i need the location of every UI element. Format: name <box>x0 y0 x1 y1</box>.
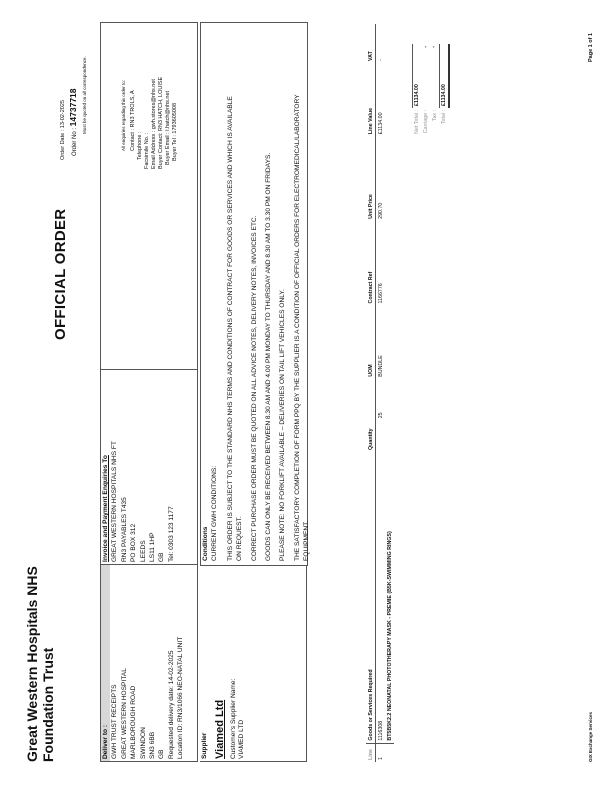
page-title: OFFICIAL ORDER <box>52 208 69 340</box>
item-vat: - <box>377 59 384 61</box>
invoice-label: Invoice and Payment Enquiries To <box>102 455 109 562</box>
item-code: 1116308 <box>377 720 384 741</box>
net-total-value: £1134.00 <box>413 44 422 108</box>
col-unit-price: Unit Price <box>367 194 374 219</box>
page-number: Page 1 of 1 <box>588 32 594 62</box>
item-uom: BUNDLE <box>377 355 384 377</box>
carriage-label: Carriage : <box>422 110 429 134</box>
col-uom: UOM <box>367 364 374 377</box>
condition-item: GOODS CAN ONLY BE RECEIVED BETWEEN 8.30 AM AND 4.00 PM MONDAY TO THURSDAY AND 8.30 AM TO 3.30 PM ON FRIDAYS. <box>265 152 273 561</box>
conditions-label: Conditions <box>202 526 209 561</box>
col-goods: Goods or Services Required <box>367 669 374 741</box>
items-table <box>366 24 394 762</box>
conditions-heading: CURRENT GWH CONDITIONS: <box>211 465 219 561</box>
col-line: Line <box>366 743 376 762</box>
contact-heading: All enquiries regarding this order to: <box>121 79 126 151</box>
condition-item: THIS ORDER IS SUBJECT TO THE STANDARD NHS TERMS AND CONDITIONS OF CONTRACT FOR GOODS OR SERVICES AND WHICH IS AVAILABLE ON REQUEST. <box>226 96 244 561</box>
grand-total-value: £1134.00 <box>439 44 449 108</box>
item-qty: 25 <box>377 412 384 419</box>
invoice-address: GREAT WESTERN HOSPITALS NHS FT RN3 PAYABLES T435 PO BOX 312 LEEDS LS11 1HP GB Tel: 0303 123 1177 <box>111 441 175 562</box>
condition-item: PLEASE NOTE: NO FORKLIFT AVAILABLE – DELIVERIES ON TAIL LIFT VEHICLES ONLY. <box>279 289 287 561</box>
deliver-address: GWH TRUST RECEIPTS GREAT WESTERN HOSPITAL MARLBOROUGH ROAD SWINDON SN3 6BB GB Requested delivery date: 14-02-2025 Location ID: RN3/1066 NEO-NATAL UNIT <box>110 565 185 761</box>
supplier-box <box>200 565 307 762</box>
contact-name: Contact : RN3 TROLS, A <box>130 90 136 151</box>
supplier-customer-name-label: Customer's Supplier Name: <box>230 678 238 759</box>
invoice-box <box>100 370 198 566</box>
order-info: Order Date : 13-02-2025 Order No : 14737718 Must be quoted on all correspondence. <box>60 22 88 192</box>
col-contract-ref: Contract Ref <box>367 271 374 304</box>
item-line: 1 <box>376 743 386 762</box>
footer-provider: GIX Exchange Services <box>588 711 593 762</box>
items-header-row <box>366 24 376 762</box>
conditions-box <box>200 22 311 566</box>
tax-value: - <box>431 46 438 48</box>
deliver-to-label: Deliver to : <box>101 565 110 761</box>
item-description: BT5B5K2.2 NEONATAL PHOTOTHERAPY MASK - PREMIE (B5K-SWIMMING RINGS) <box>386 531 393 741</box>
grand-total-label: Total : <box>441 110 447 125</box>
deliver-to-box <box>100 564 198 762</box>
col-quantity: Quantity <box>367 428 374 450</box>
requested-delivery-date: Requested delivery date: 14-02-2025 <box>167 650 175 759</box>
order-date: 13-02-2025 <box>60 100 66 129</box>
trust-name: Great Western Hospitals NHS Foundation Trust <box>24 566 56 762</box>
net-total-label: Net Total : <box>414 110 420 134</box>
location-id: Location ID: RN3/1066 NEO-NATAL UNIT <box>177 636 185 759</box>
buyer-contact: Buyer Contact: RN3 HATCH, LOUISE <box>158 76 164 169</box>
col-line-value: Line Value <box>367 107 374 135</box>
col-vat: VAT <box>367 51 374 61</box>
condition-item: THE SATISFACTORY COMPLETION OF FORM PPQ BY THE SUPPLIER IS A CONDITION OF OFFICIAL ORDERS FOR ELECTROMEDICAL/LABORATORY EQUIPMENT. <box>293 94 311 561</box>
table-row <box>385 24 394 762</box>
order-number: 14737718 <box>68 88 78 127</box>
contact-telephone: Telephone : <box>137 131 143 160</box>
quote-note: Must be quoted on all correspondence. <box>82 56 87 134</box>
contact-email: Email Address : gwh.stores@nhs.net <box>151 79 157 169</box>
supplier-customer-name: VIAMED LTD <box>237 719 245 759</box>
supplier-label: Supplier <box>201 732 208 759</box>
table-row <box>376 24 386 762</box>
totals-table <box>412 44 450 174</box>
buyer-tel: Buyer Tel : 1793605008 <box>172 103 178 161</box>
item-line-value: £1134.00 <box>377 112 384 135</box>
contact-fax: Facsimile No. : <box>144 132 150 169</box>
item-unit-price: 290.70 <box>377 202 384 219</box>
contact-box <box>100 22 198 370</box>
buyer-email: Buyer Email : l.hatch@nhs.net <box>165 90 171 165</box>
item-contract: 1166776 <box>377 283 384 304</box>
condition-item: CORRECT PURCHASE ORDER MUST BE QUOTED ON ALL ADVICE NOTES, DELIVERY NOTES, INVOICES ETC. <box>250 215 258 561</box>
tax-label: Tax : <box>431 110 438 122</box>
supplier-name: Viamed Ltd <box>214 699 227 759</box>
carriage-value: - <box>422 46 429 48</box>
